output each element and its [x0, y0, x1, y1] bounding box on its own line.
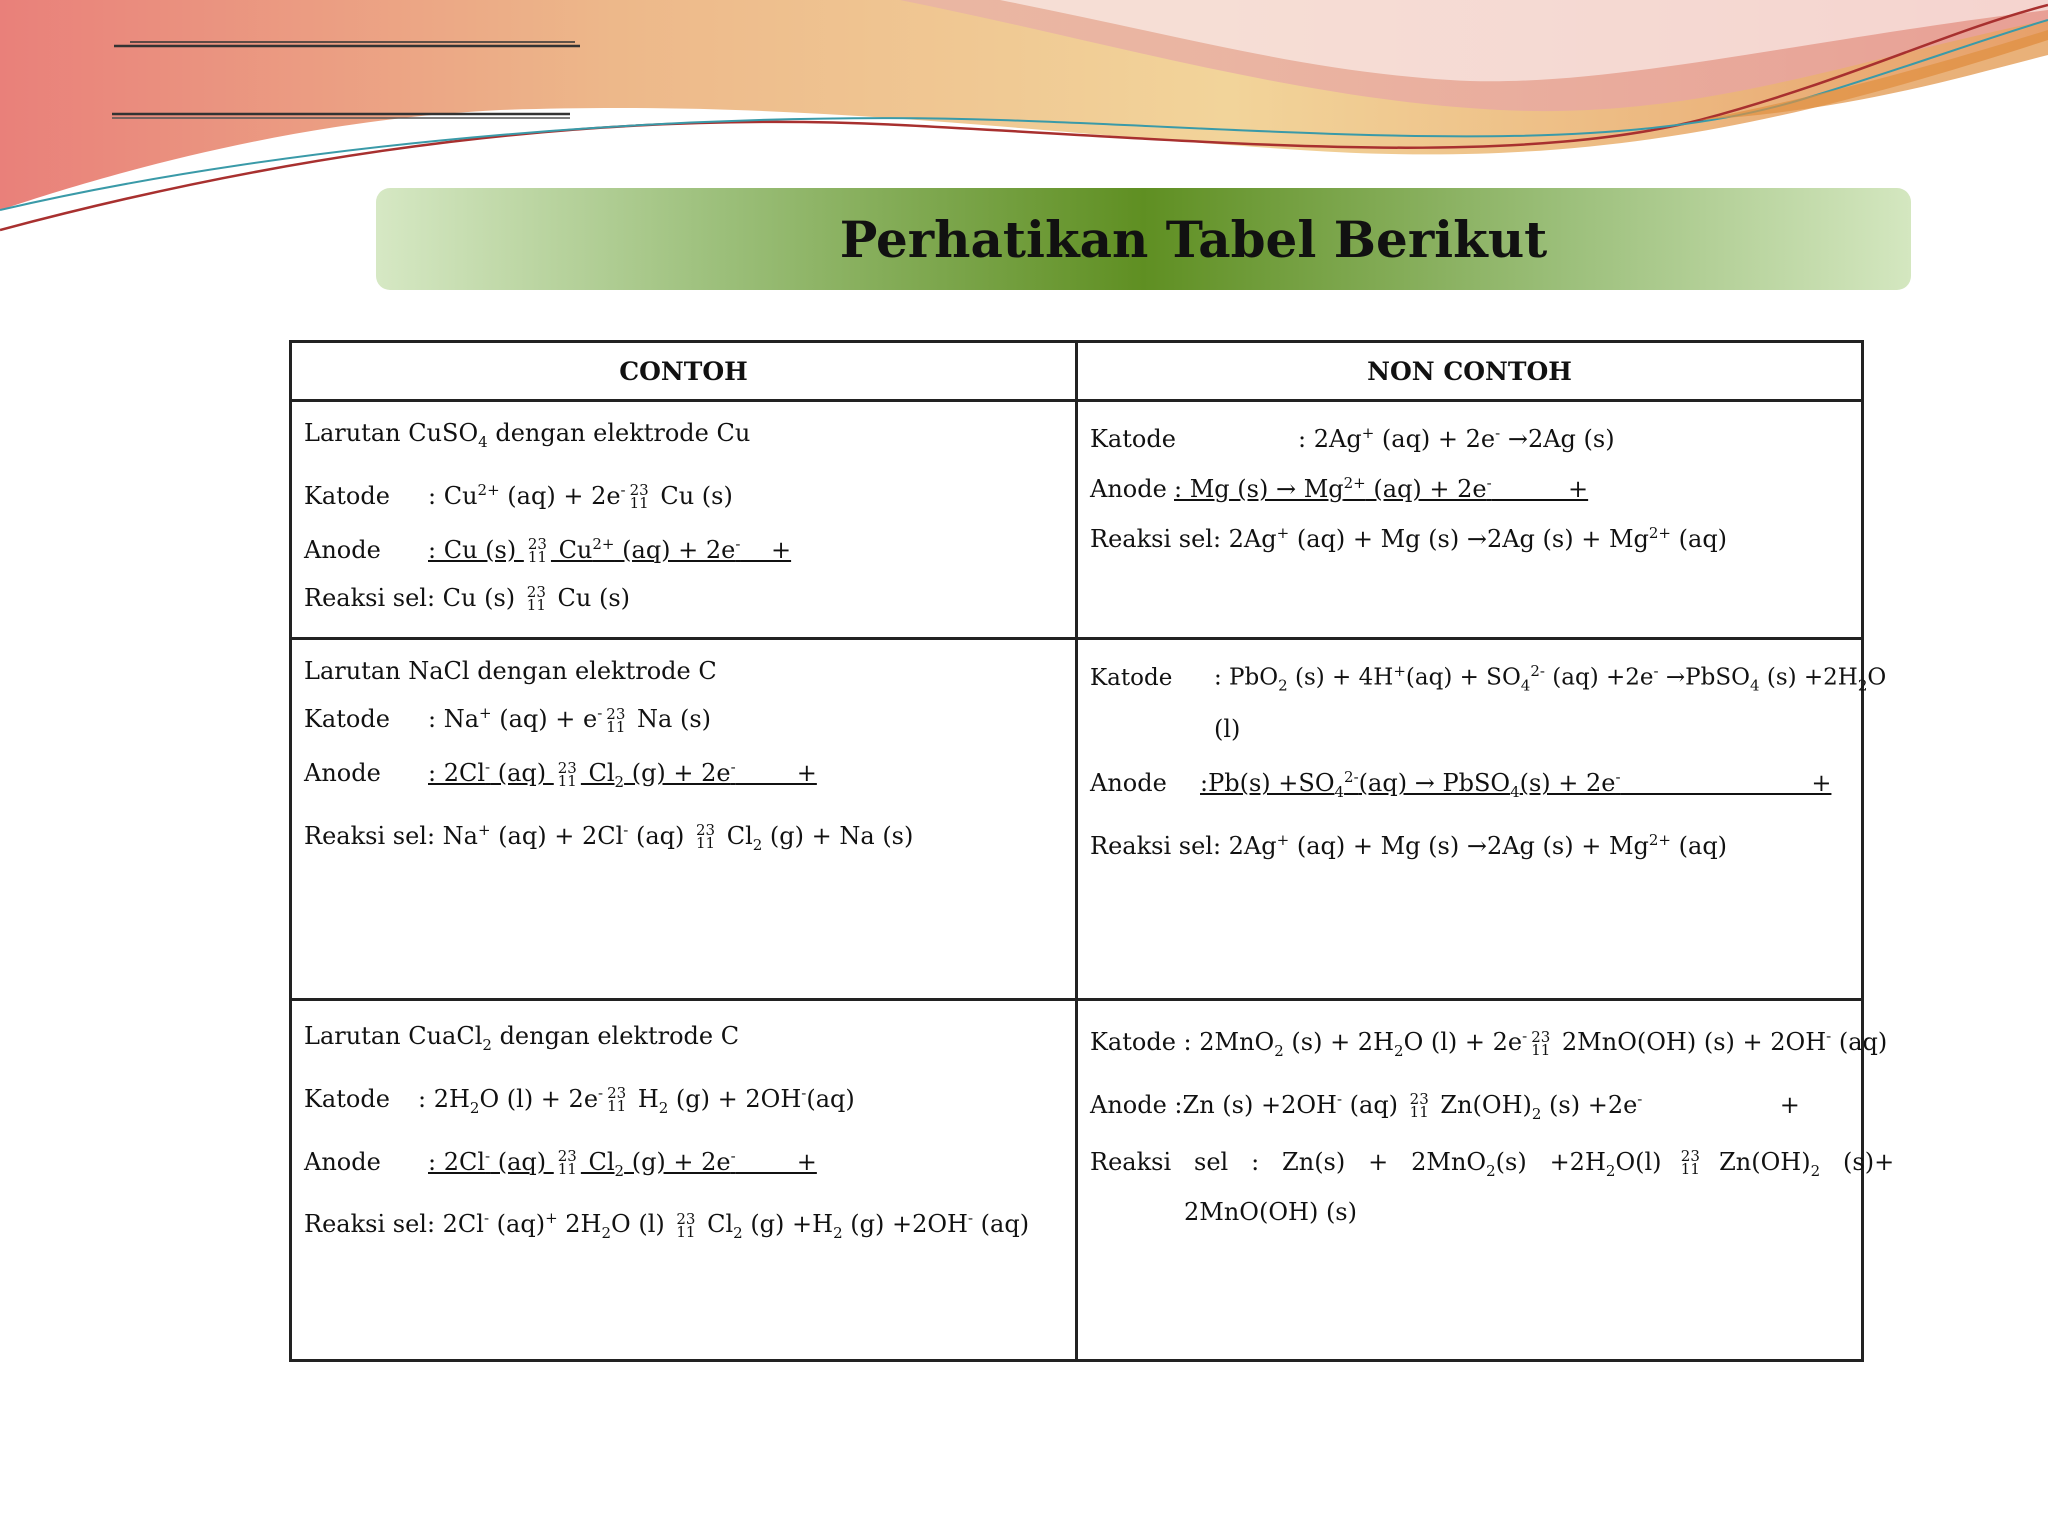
anode-line: Anode :Pb(s) $+SO_4^{2-}(aq)$ → PbSO$_4$(s) + 2e- + — [1090, 768, 1832, 802]
reaksi-line: Reaksi sel : $Zn(s) + 2MnO_2(s) +2H_2O(l)$ 23 11 $Zn(OH)_2$ (s)+ — [1090, 1147, 1895, 1180]
page-title: Perhatikan Tabel Berikut — [839, 209, 1548, 269]
cell-contoh-cucl2 — [291, 1000, 1077, 1361]
anode-line: Anode : 2Cl- (aq) 23 11 $Cl_2$ (g) + 2e- + — [304, 1146, 817, 1180]
cell-title: Larutan NaCl dengan elektrode C — [304, 657, 717, 685]
reaksi-line-cont: 2MnO(OH) (s) — [1184, 1198, 1357, 1227]
header-non-contoh: NON CONTOH — [1077, 342, 1863, 401]
katode-line: Katode : 2MnO$_2$ $(s) + 2H_2O$ (l) + 2e- 23 11 2MnO(OH) (s) + 2OH- (aq) — [1090, 1027, 1888, 1060]
title-banner — [376, 188, 1911, 290]
anode-line: Anode : 2Cl- (aq) 23 11 $Cl_2$ (g) + 2e- + — [304, 758, 817, 791]
cell-non-contoh-mno2 — [1077, 1000, 1895, 1361]
cell-contoh-nacl — [291, 639, 1077, 1000]
cell-title: Larutan CuSO$_4$ dengan elektrode Cu — [304, 419, 751, 451]
cell-non-contoh-pbo2 — [1077, 639, 1887, 1000]
katode-line: Katode : PbO$_2$ $(s) + 4H^+(aq) + SO_4^{2-}$ (aq) +2e- →PbSO$_4$ $(s) +2H_2O$ — [1090, 662, 1887, 695]
cell-title: Larutan CuaCl$_2$ dengan elektrode C — [304, 1022, 740, 1054]
table-header-row — [291, 342, 1863, 401]
cell-contoh-cuso4 — [291, 401, 1077, 639]
reaksi-line: Reaksi sel: 2Ag+ (aq) + Mg (s) →2Ag $(s) + Mg^{2+}$ (aq) — [1090, 831, 1728, 861]
table-row — [291, 1000, 1863, 1361]
reaksi-line: Reaksi sel: 2Cl- (aq)+ $2H_2O$ (l) 23 11 $Cl_2$ $(g) +H_2$ (g) +2OH- (aq) — [304, 1209, 1030, 1243]
katode-line: Katode : $Cu^{2+}$ (aq) + 2e- 23 11 Cu (s) — [304, 480, 733, 513]
katode-line: Katode : 2Ag+ (aq) + 2e- →2Ag (s) — [1090, 424, 1615, 453]
anode-line: Anode : Cu (s) 23 11 $Cu^{2+}$ (aq) + 2e- + — [304, 534, 792, 567]
reaksi-line: Reaksi sel: 2Ag+ (aq) + Mg (s) →2Ag $(s) + Mg^{2+}$ (aq) — [1090, 524, 1728, 553]
anode-line: Anode :Zn (s) +2OH- (aq) 23 11 $Zn(OH)_2$ (s) +2e- + — [1090, 1089, 1800, 1123]
header-contoh: CONTOH — [291, 342, 1077, 401]
reaksi-line: Reaksi sel: Cu (s) 23 11 Cu (s) — [304, 583, 630, 615]
katode-line: Katode : $2H_2O$ (l) + 2e- 23 11 $H_2$ (g) + 2OH-(aq) — [304, 1083, 855, 1117]
comparison-table — [289, 340, 1895, 1362]
table-row — [291, 639, 1863, 1000]
table-row — [291, 401, 1863, 639]
reaksi-line: Reaksi sel: Na+ (aq) + 2Cl- (aq) 23 11 $Cl_2$ (g) + Na (s) — [304, 820, 914, 854]
cell-non-contoh-ag-mg — [1077, 401, 1863, 639]
katode-line-cont: (l) — [1214, 715, 1241, 744]
katode-line: Katode : Na+ (aq) + e- 23 11 Na (s) — [304, 704, 711, 736]
anode-line: Anode : Mg $(s) \to Mg^{2+}$ (aq) + 2e- + — [1090, 474, 1589, 503]
isotope-notation: 23 11 — [629, 481, 649, 513]
